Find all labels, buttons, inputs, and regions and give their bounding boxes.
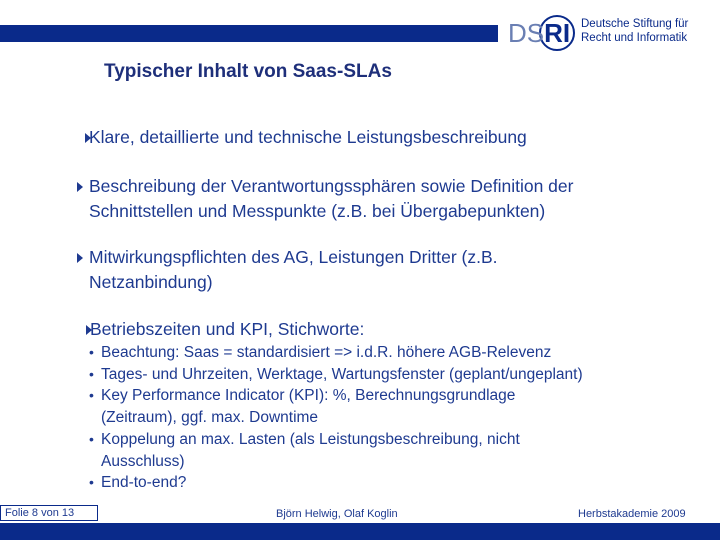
sub-bullet-dot-icon: • [89, 387, 94, 403]
sub-bullet-2: Tages- und Uhrzeiten, Werktage, Wartungsfenster (geplant/ungeplant) [101, 366, 583, 383]
sub-bullet-4-line-2: Ausschluss) [101, 453, 185, 470]
org-line-2: Recht und Informatik [581, 31, 688, 44]
dsri-logo [508, 14, 708, 52]
sub-bullet-dot-icon: • [89, 431, 94, 447]
sub-bullet-4-line-1: Koppelung an max. Lasten (als Leistungsbeschreibung, nicht [101, 431, 520, 448]
slide-number: Folie 8 von 13 [0, 505, 98, 521]
organization-name [581, 18, 688, 45]
logo-ri: RI [544, 18, 571, 48]
header-bar [0, 25, 498, 42]
bullet-1: Klare, detaillierte und technische Leistungsbeschreibung [89, 127, 527, 147]
sub-bullet-3-line-2: (Zeitraum), ggf. max. Downtime [101, 409, 319, 426]
slide-title: Typischer Inhalt von Saas-SLAs [104, 61, 392, 82]
bullet-2-line-2: Schnittstellen und Messpunkte (z.B. bei Übergabepunkten) [89, 201, 546, 221]
bullet-4: Betriebszeiten und KPI, Stichworte: [90, 319, 365, 339]
sub-bullet-1: Beachtung: Saas = standardisiert => i.d.R. höhere AGB-Relevenz [101, 344, 552, 361]
logo-mark [508, 18, 570, 49]
bullet-3-line-2: Netzanbindung) [89, 272, 213, 292]
org-line-1: Deutsche Stiftung für [581, 18, 689, 30]
footer-bar [0, 523, 720, 540]
logo-ds: DS [508, 18, 545, 48]
footer-event: Herbstakademie 2009 [578, 508, 686, 520]
bullet-arrow-icon [77, 253, 83, 263]
bullet-3-line-1: Mitwirkungspflichten des AG, Leistungen Dritter (z.B. [89, 247, 498, 267]
sub-bullet-5: End-to-end? [101, 474, 187, 491]
footer-authors: Björn Helwig, Olaf Koglin [276, 508, 398, 520]
sub-bullet-3-line-1: Key Performance Indicator (KPI): %, Berechnungsgrundlage [101, 387, 516, 404]
bullet-2-line-1: Beschreibung der Verantwortungssphären sowie Definition der [89, 176, 574, 196]
sub-bullet-dot-icon: • [89, 344, 94, 360]
sub-bullet-dot-icon: • [89, 366, 94, 382]
sub-bullet-dot-icon: • [89, 474, 94, 490]
bullet-arrow-icon [77, 182, 83, 192]
